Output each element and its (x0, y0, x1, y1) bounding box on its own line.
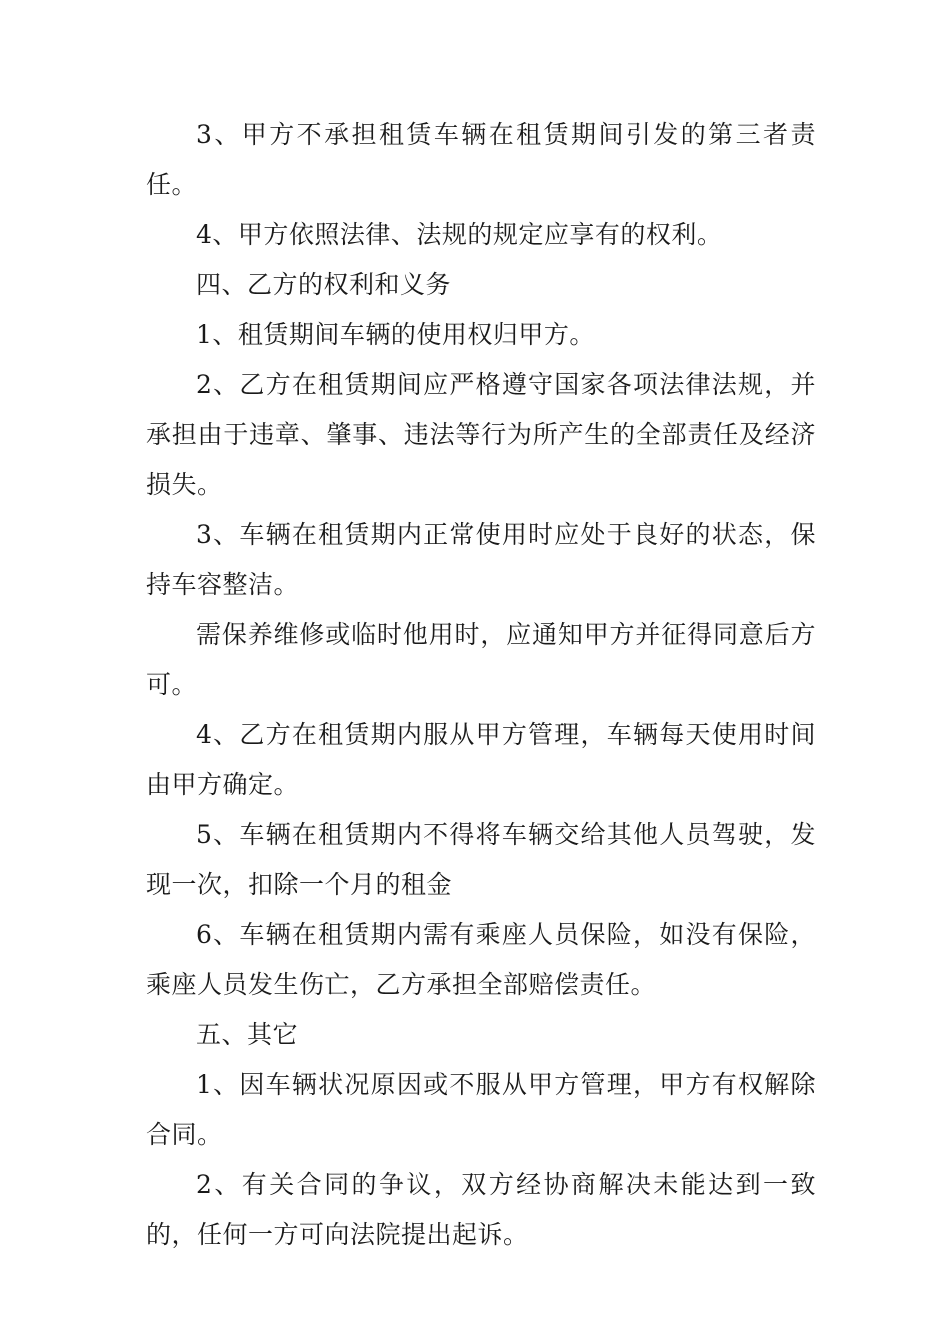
document-page (146, 110, 816, 1260)
clause-3-party-a-third-party: 3、甲方不承担租赁车辆在租赁期间引发的第三者责任。 (146, 120, 816, 199)
clause-2-disputes: 2、有关合同的争议，双方经协商解决未能达到一致的，任何一方可向法院提出起诉。 (146, 1170, 816, 1249)
clause-maintenance-notice: 需保养维修或临时他用时，应通知甲方并征得同意后方可。 (146, 620, 816, 699)
clause-1-termination: 1、因车辆状况原因或不服从甲方管理，甲方有权解除合同。 (146, 1070, 816, 1149)
clause-4-management: 4、乙方在租赁期内服从甲方管理，车辆每天使用时间由甲方确定。 (146, 720, 816, 799)
section-heading-party-b: 四、乙方的权利和义务 (196, 270, 452, 299)
clause-1-usage-right: 1、租赁期间车辆的使用权归甲方。 (196, 320, 595, 349)
clause-4-party-a-rights: 4、甲方依照法律、法规的规定应享有的权利。 (196, 220, 723, 249)
clause-5-no-other-drivers: 5、车辆在租赁期内不得将车辆交给其他人员驾驶，发现一次，扣除一个月的租金 (146, 820, 816, 899)
clause-3-vehicle-condition: 3、车辆在租赁期内正常使用时应处于良好的状态，保持车容整洁。 (146, 520, 816, 599)
clause-2-obey-laws: 2、乙方在租赁期间应严格遵守国家各项法律法规，并承担由于违章、肇事、违法等行为所产生的全部责任及经济损失。 (146, 370, 816, 499)
clause-6-passenger-insurance: 6、车辆在租赁期内需有乘座人员保险，如没有保险，乘座人员发生伤亡，乙方承担全部赔偿责任。 (146, 920, 816, 999)
section-heading-other: 五、其它 (196, 1020, 299, 1049)
